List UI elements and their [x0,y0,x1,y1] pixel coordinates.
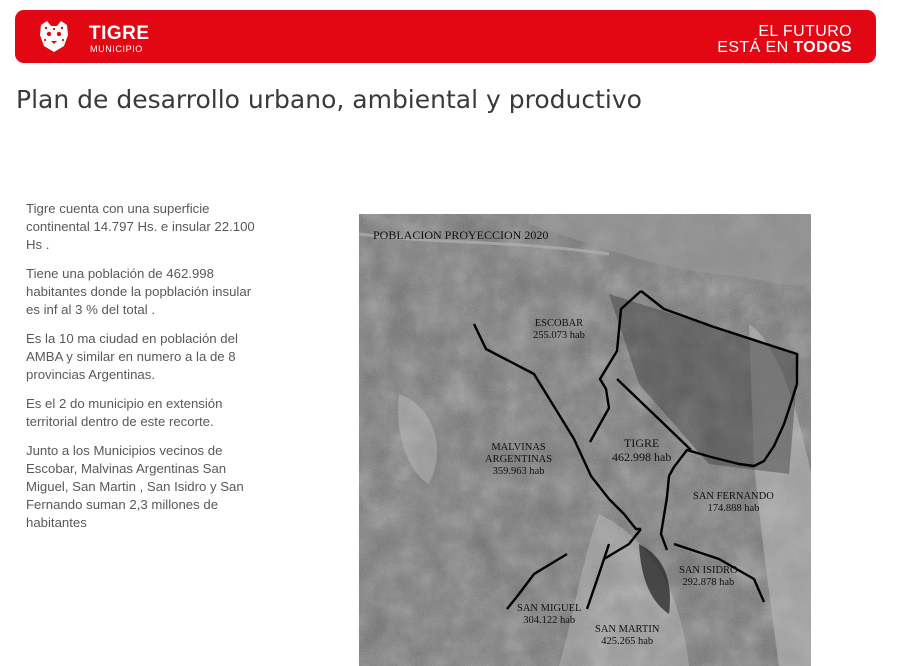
malvinas-name-2: ARGENTINAS [485,454,553,465]
sanisidro-name: SAN ISIDRO [679,565,738,576]
sanfernando-pop: 174.888 hab [707,503,760,514]
map-image [359,214,811,666]
slogan-line-2 [717,40,852,56]
slogan-bold: TODOS [793,39,852,56]
page-title: Plan de desarrollo urbano, ambiental y productivo [16,85,642,114]
paragraph-surface: Tigre cuenta con una superficie continental 14.797 Hs. e insular 22.100 Hs . [26,201,255,252]
paragraph-extension: Es el 2 do municipio en extensión territorial dentro de este recorte. [26,396,223,429]
paragraph-ranking: Es la 10 ma ciudad en población del AMBA y similar en numero a la de 8 provincias Argentinas. [26,331,238,382]
paragraph-neighbors: Junto a los Municipios vecinos de Escobar, Malvinas Argentinas San Miguel, San Martin , San Isidro y San Fernando suman 2,3 millones de habitantes [26,443,244,530]
map-label-sanfernando [693,491,774,515]
jaguar-logo-icon [37,19,71,53]
map-label-sanmiguel [517,603,581,627]
map-label-malvinas [485,442,552,478]
malvinas-pop: 359.963 hab [492,466,545,477]
description-text [26,200,266,543]
sanisidro-pop: 292.878 hab [682,577,735,588]
sanmartin-pop: 425.265 hab [601,636,654,647]
paragraph-population: Tiene una población de 462.998 habitantes donde la popblación insular es inf al 3 % del total . [26,266,252,317]
slogan-line-1: EL FUTURO [758,23,852,40]
map-label-sanisidro [679,565,738,589]
tigre-name: TIGRE [624,436,660,450]
slogan-prefix: ESTÁ EN [717,39,794,56]
brand-name: TIGRE [89,23,150,44]
map-label-escobar [533,318,585,342]
population-map [359,214,811,666]
map-label-tigre [612,436,671,464]
sanmiguel-pop: 304.122 hab [523,615,576,626]
map-label-sanmartin [595,624,659,648]
tigre-pop: 462.998 hab [612,450,672,464]
sanmartin-name: SAN MARTIN [595,624,660,635]
slogan [717,24,852,56]
brand-subtitle: MUNICIPIO [90,44,143,54]
escobar-name: ESCOBAR [534,318,584,329]
malvinas-name-1: MALVINAS [491,442,546,453]
sanmiguel-name: SAN MIGUEL [517,603,582,614]
escobar-pop: 255.073 hab [533,330,585,341]
sanfernando-name: SAN FERNANDO [693,491,774,502]
map-title: POBLACION PROYECCION 2020 [373,228,549,242]
header-banner [15,10,876,63]
